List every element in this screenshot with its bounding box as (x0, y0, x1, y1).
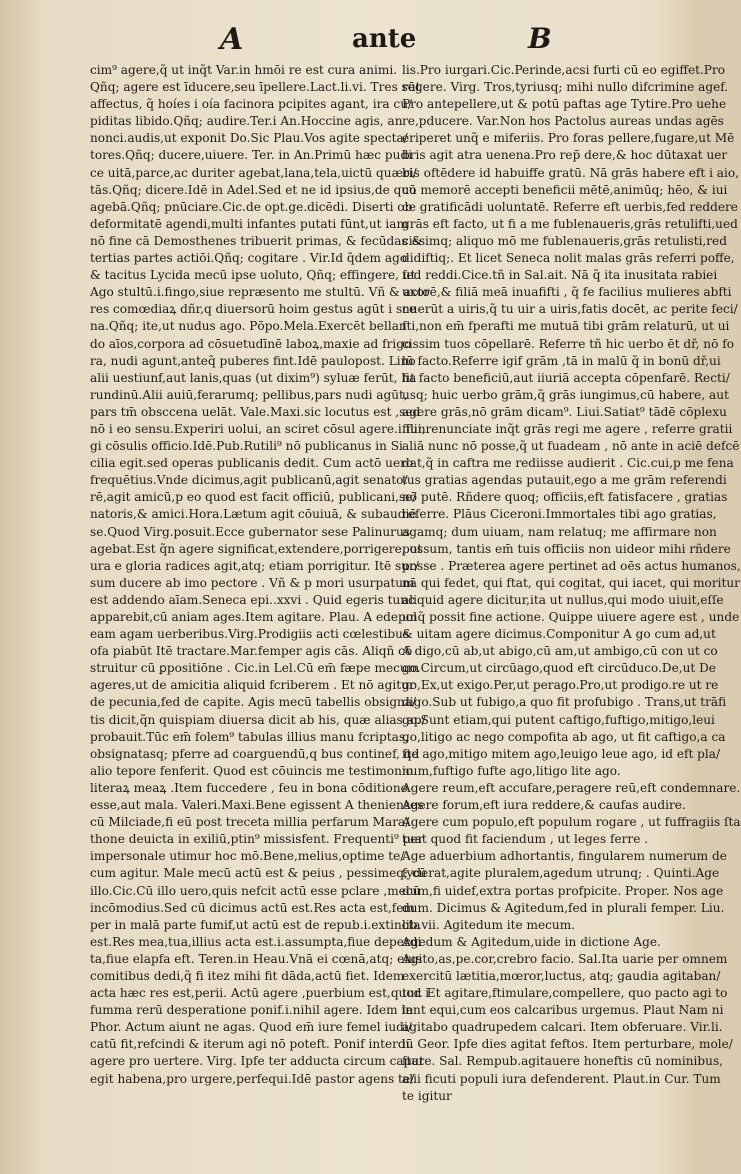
text-line: ofa piabūt Itē tractare.Mar.femper agis cās. Aliqñ cō (90, 644, 413, 659)
text-line: grās eft facto, ut fi a me fublenaueris,grās retulifti,ued (402, 216, 738, 231)
text-line: bris agit atra uenena.Pro rep̄ dere,& hoc dūtaxat uer (402, 148, 728, 163)
text-line: fti,non em̄ fperafti me mutuā tibi grām relaturū, ut ui (402, 319, 730, 334)
text-line: lib.vii. Agitedum ite mecum. (402, 917, 576, 932)
text-line: agamq; dum uiuam, nam relatuq; me affirmare non (402, 524, 717, 539)
text-line: incōmodius.Sed cū dicimus actū est.Res acta est,fem (90, 900, 415, 915)
text-line: fed reddi.Cice.tñ in Sal.ait. Nā q̃ ita inusitata rabiei (402, 268, 718, 283)
text-line: gi cōsulis officio.Idē.Pub.Rutili⁹ nō publicanus in Si (90, 439, 403, 454)
text-line: catū fit,refcindi & iterum agi nō poteft. Ponif interdū (90, 1037, 414, 1052)
text-line: se.Quod Virg.posuit.Ecce gubernator sese Palinurus (90, 524, 410, 539)
text-line: per in malā parte fumif,ut actū est de repub.i.extincta (90, 917, 421, 932)
text-line: digo.Sub ut fubigo,a quo fit profubigo . Trans,ut trāfi (402, 695, 727, 710)
text-line: res comœdiaꝝ dñr,q diuersorū hoim gestus agūt i sce (90, 302, 417, 317)
text-line: go,litigo ac nego compofita ab ago, ut fit caftigo,a ca (402, 729, 726, 744)
text-line: deformitatē agendi,multi infantes putati fūnt,ut iam (90, 216, 408, 231)
text-line: Agere reum,eft accufare,peragere reū,eft condemnare. (402, 780, 741, 795)
text-line: num,fuftigo fufte ago,litigo lite ago. (402, 763, 621, 778)
text-line: exercitū lætitia,mœror,luctus, atq; gaudia agitaban/ (402, 968, 721, 983)
text-line: cissimq; aliquo mō me fublenaueris,grās retulisti,red (402, 233, 727, 248)
text-line: Agere cum populo,eft populum rogare , ut fuffragiis ſta (402, 815, 741, 830)
text-line: aliquid agere dicitur,ita ut nullus,qui modo uiuit,eſſe (402, 592, 724, 607)
text-line: posse . Præterea agere pertinet ad oēs actus humanos, (402, 558, 741, 573)
text-line: cissim tuos cōpellarē. Referre tñ hic uerbo ēt dř, nō fo (402, 336, 734, 351)
text-line: nonci.audis,ut exponit Do.Sic Plau.Vos agite specta/ (90, 131, 408, 146)
text-line: A digo,cū ab,ut abigo,cū am,ut ambigo,cū con ut co (402, 644, 718, 659)
text-line: tur. Et agitare,ftimulare,compellere, quo pacto agi to (402, 986, 728, 1001)
text-line: Qñq; agere est īducere,seu īpellere.Lact.li.vi. Tres sūt (90, 80, 421, 95)
text-line: agere pro uertere. Virg. Ipfe ter adducta circum caput (90, 1054, 424, 1069)
text-line: tores.Qñq; ducere,uiuere. Ter. in An.Primū hæc pudi (90, 148, 413, 163)
text-line: alii uestiunf,aut lanis,quas (ut dixim⁹) syluæ ferūt, ha (90, 370, 417, 385)
text-line: comitibus dedi,q̃ fi itez mihi fit dāda,actū fiet. Idem (90, 968, 405, 983)
text-line: ce gratificādi uoluntatē. Referre eft uerbis,fed reddere (402, 199, 738, 214)
text-line: & tacitus Lycida mecū ipse uoluto, Qñq; effingere, ut (90, 268, 416, 283)
text-line: thone deuicta in exiliū,ptin⁹ missisfent. Frequenti⁹ per (90, 832, 424, 847)
header-left-letter: A (220, 22, 244, 57)
text-line: eriperet unq̃ e miferiis. Pro foras pellere,fugare,ut Mē (402, 131, 735, 146)
text-line: te igitur (402, 1088, 452, 1103)
text-line: na.Qñq; ite,ut nudus ago. Pōpo.Mela.Exercēt bellan (90, 319, 407, 334)
text-line: agitabo quadrupedem calcari. Item obferuare. Vir.li. (402, 1020, 723, 1035)
text-line: egit habena,pro urgere,perfequi.Idē pastor agens te/ (90, 1071, 415, 1086)
text-line: apparebit,cū aniam ages.Item agitare. Plau. A edepol (90, 610, 417, 624)
text-line: Ago stultū.i.fingo,siue repræsento me stultū. Vñ & acto (90, 285, 430, 300)
text-line: nō fine cā Demosthenes tribuerit primas, & fecūdas & (90, 233, 423, 248)
text-line: tus gratias agendas putauit,ego a me grām referendi (402, 473, 727, 488)
text-line: ageres,ut de amicitia aliquid fcriberem . Et nō agitur (90, 678, 415, 693)
text-line: natoris,& amici.Hora.Lætum agit cōuiuā, & subaudiē (90, 507, 417, 522)
text-line: fte ago,mitigo mitem ago,leuigo leue ago, id eft pla/ (402, 746, 721, 761)
left-text-column (90, 62, 430, 1088)
text-line: agere grās,nō grām dicam⁹. Liui.Satiat⁹ tādē cōplexu (402, 404, 727, 419)
text-line: cim⁹ agere,q̃ ut inq̃t Var.in hmōi re est cura animi. (90, 63, 398, 77)
text-line: uxorē,& filiā meā inuafifti , q̃ fe facilius mulieres abfti (402, 285, 732, 300)
text-line: tuat quod fit faciendum , ut leges ferre . (402, 832, 649, 847)
text-line: ce uitā,parce,ac duriter agebat,lana,tela,uictū quæri/ (90, 165, 417, 180)
text-line: acta hæc res est,perii. Actū agere ,puerbium est,quod i (90, 986, 430, 1001)
text-line: tertias partes actiōi.Qñq; cogitare . Vir.Id q̃dem ago (90, 251, 408, 266)
text-line: esse,aut mala. Valeri.Maxi.Bene egissent A thenienses (90, 798, 424, 813)
text-line: lent equi,cum eos calcaribus urgemus. Plaut Nam ni (402, 1003, 724, 1018)
text-line: alii ficuti populi iura defenderent. Plaut.in Cur. Tum (402, 1071, 721, 1086)
text-line: alio tepore fenferit. Quod est cōuincis me testimonio (90, 763, 414, 778)
text-line: Age aduerbium adhortantis, fingularem numerum de (402, 849, 727, 864)
text-line: referre. Plāus Ciceroni.Immortales tibi ago gratias, (402, 507, 717, 522)
text-line: nō putē. Rñdere quoq; officiis,eft fatisfacere , gratias (402, 490, 728, 505)
text-line: cum agitur. Male mecū actū est & peius , pessimeq; cū (90, 866, 427, 881)
text-line: cilia egit.sed operas publicanis dedit. Cum actō uero (90, 456, 414, 471)
text-line: lis.Pro iurgari.Cic.Perinde,acsi furti cū eo egiffet.Pro (402, 63, 726, 77)
text-line: do aīos,corpora ad cōsuetudīnē laboꝝ,maxie ad frigo (90, 336, 412, 351)
text-line: re,pducere. Var.Non hos Pactolus aureas undas agēs (402, 114, 724, 129)
text-line: rundinū.Alii auiū,ferarumq; pellibus,pars nudi agūt, (90, 387, 408, 402)
text-line: agebā.Qñq; pnūciare.Cic.de opt.ge.dicēdi. Diserti ob (90, 199, 413, 214)
text-line: piditas libido.Qñq; audire.Ter.i An.Hoccine agis, an (90, 114, 403, 129)
page-header (0, 18, 700, 58)
right-text-column (402, 62, 741, 1105)
text-line: frequētius.Vnde dicimus,agit publicanū,agit senato/ (90, 473, 408, 488)
text-line: nō i eo sensu.Experiri uolui, an sciret cōsul agere.i.fun (90, 421, 426, 436)
text-line: didiftiq;. Et licet Seneca nolit malas grās referri poffe, (402, 251, 735, 266)
text-line: Agere forum,eft iura reddere,& caufas audire. (402, 798, 686, 813)
header-right-letter: B (528, 22, 552, 55)
text-line: Agito,as,pe.cor,crebro facio. Sal.Ita uarie per omnem (402, 951, 728, 966)
text-line: cū Milciade,fi eū post treceta millia perfarum Mara/ (90, 815, 410, 830)
text-line: & uitam agere dicimus.Componitur A go cum ad,ut (402, 627, 716, 642)
text-line: est addendo aīam.Seneca epi..xxvi . Quid egeris tunc (90, 592, 415, 607)
text-line: ta,fiue elapfa eft. Teren.in Heau.Vnā ei cœnā,atq; eius (90, 951, 423, 966)
text-line: ura e gloria radices agit,atq; etiam porrigitur. Itē sur/ (90, 558, 419, 573)
text-line: dat,q̃ in caftra me rediisse audierit . Cic.cui,p me fena (402, 456, 734, 471)
text-line: fit facto beneficiū,aut iiuriā accepta cōpenfarē. Recti/ (402, 370, 730, 385)
text-line: fumma rerū desperatione ponif.i.nihil agere. Idem in (90, 1003, 414, 1018)
text-line: go,Ex,ut exigo.Per,ut perago.Pro,ut prodigo.re ut re (402, 678, 719, 693)
text-line: tis dicit,q̃n quispiam diuersa dicit ab his, quæ alias ap/ (90, 712, 426, 727)
text-line: agebat.Est q̃n agere significat,extendere,porrigere, ut (90, 541, 423, 556)
text-line: Pro antepellere,ut & potū paftas age Tytire.Pro uehe (402, 97, 727, 112)
text-line: go.Circum,ut circūago,quod eft circūduco.De,ut De (402, 661, 716, 676)
text-line: bis oftēdere id habuiffe gratū. Nā grās habere eft i aio, (402, 165, 739, 180)
text-line: ra, nudi agunt,anteq̃ puberes fint.Idē paulopost. Lino (90, 353, 416, 368)
text-line: struitur cū ꝑpositiōne . Cic.in Lel.Cū em̄ fæpe mecum (90, 661, 420, 676)
text-line: nuerūt a uiris,q̃ tu uir a uiris,fatis docēt, ac perite feci/ (402, 302, 738, 317)
text-line: dum,fi uidef,extra portas profpicite. Proper. Nos age (402, 883, 724, 898)
text-line: cū memorē accepti beneficii mētē,animūq; hēo, & iui (402, 182, 728, 197)
text-line: go.Sunt etiam,qui putent caftigo,fuftigo,mitigo,leui (402, 712, 715, 727)
text-line: fyderat,agite pluralem,agedum utrunq; . Quinti.Age (402, 866, 720, 881)
text-line: pars tm̄ obsccena uelāt. Vale.Maxi.sic locutus est ,sed (90, 404, 421, 419)
text-line: aliā nunc nō posse,q̃ ut fuadeam , nō ante in aciē defcē (402, 439, 740, 454)
text-line: regere. Virg. Tros,tyriusq; mihi nullo difcrimine agef. (402, 80, 729, 95)
text-line: eam agam uerberibus.Virg.Prodigiis acti cœlestibus (90, 627, 410, 642)
text-line: Phor. Actum aiunt ne agas. Quod em̄ iure femel iudi/ (90, 1020, 412, 1035)
text-line: affectus, q̃ hoíes i oía facinora pcipites agant, ira cu/ (90, 97, 413, 112)
text-line: literaꝝ meaꝝ .Item fuccedere , feu in bona cōditione (90, 780, 408, 795)
text-line: impersonale utimur hoc mō.Bene,melius,optime te/ (90, 849, 405, 864)
text-line: de pecunia,fed de capite. Agis mecū tabellis obsigna/ (90, 695, 417, 710)
text-line: usq; huic uerbo grām,q̃ grās iungimus,cū habere, aut (402, 387, 729, 402)
text-line: tās.Qñq; dicere.Idē in Adel.Sed et ne id ipsius,de quo (90, 182, 417, 197)
text-line: illo.Cic.Cū illo uero,quis nefcit actū esse pclare ,mecū (90, 883, 421, 898)
text-line: possum, tantis em̄ tuis officiis non uideor mihi rñdere (402, 541, 731, 556)
text-line: probauit.Tūc em̄ folem⁹ tabulas illius manu fcriptas, (90, 729, 409, 744)
text-line: unq̃ possit fine actione. Quippe uiuere agere est , unde (402, 610, 740, 624)
text-line: nā qui fedet, qui ftat, qui cogitat, qui iacet, qui moritur (402, 575, 740, 590)
text-line: lū facto.Referre igif grām ,tā in malū q̃ in bonū dř,ui (402, 353, 721, 368)
text-line: Agedum & Agitedum,uide in dictione Age. (402, 934, 661, 949)
text-line: rē,agit amicū,p eo quod est facit officiū, publicani,se/ (90, 490, 417, 505)
text-line: ii. Geor. Ipfe dies agitat feftos. Item perturbare, mole/ (402, 1037, 733, 1052)
text-line: ftare. Sal. Rempub.agitauere honeftis cū nominibus, (402, 1054, 724, 1069)
text-line: filii,renunciate inq̃t grās regi me agere , referre gratii (402, 421, 733, 436)
running-head: ante (352, 24, 417, 54)
text-line: obsignatasq; pferre ad coarguendū,q bus continef, qd (90, 746, 420, 761)
text-line: sum ducere ab imo pectore . Vñ & p mori usurpatum (90, 575, 415, 590)
text-line: dum. Dicimus & Agitedum,fed in plurali femper. Liu. (402, 900, 725, 915)
text-line: est.Res mea,tua,illius acta est.i.assumpta,fiue deperdi (90, 934, 422, 949)
